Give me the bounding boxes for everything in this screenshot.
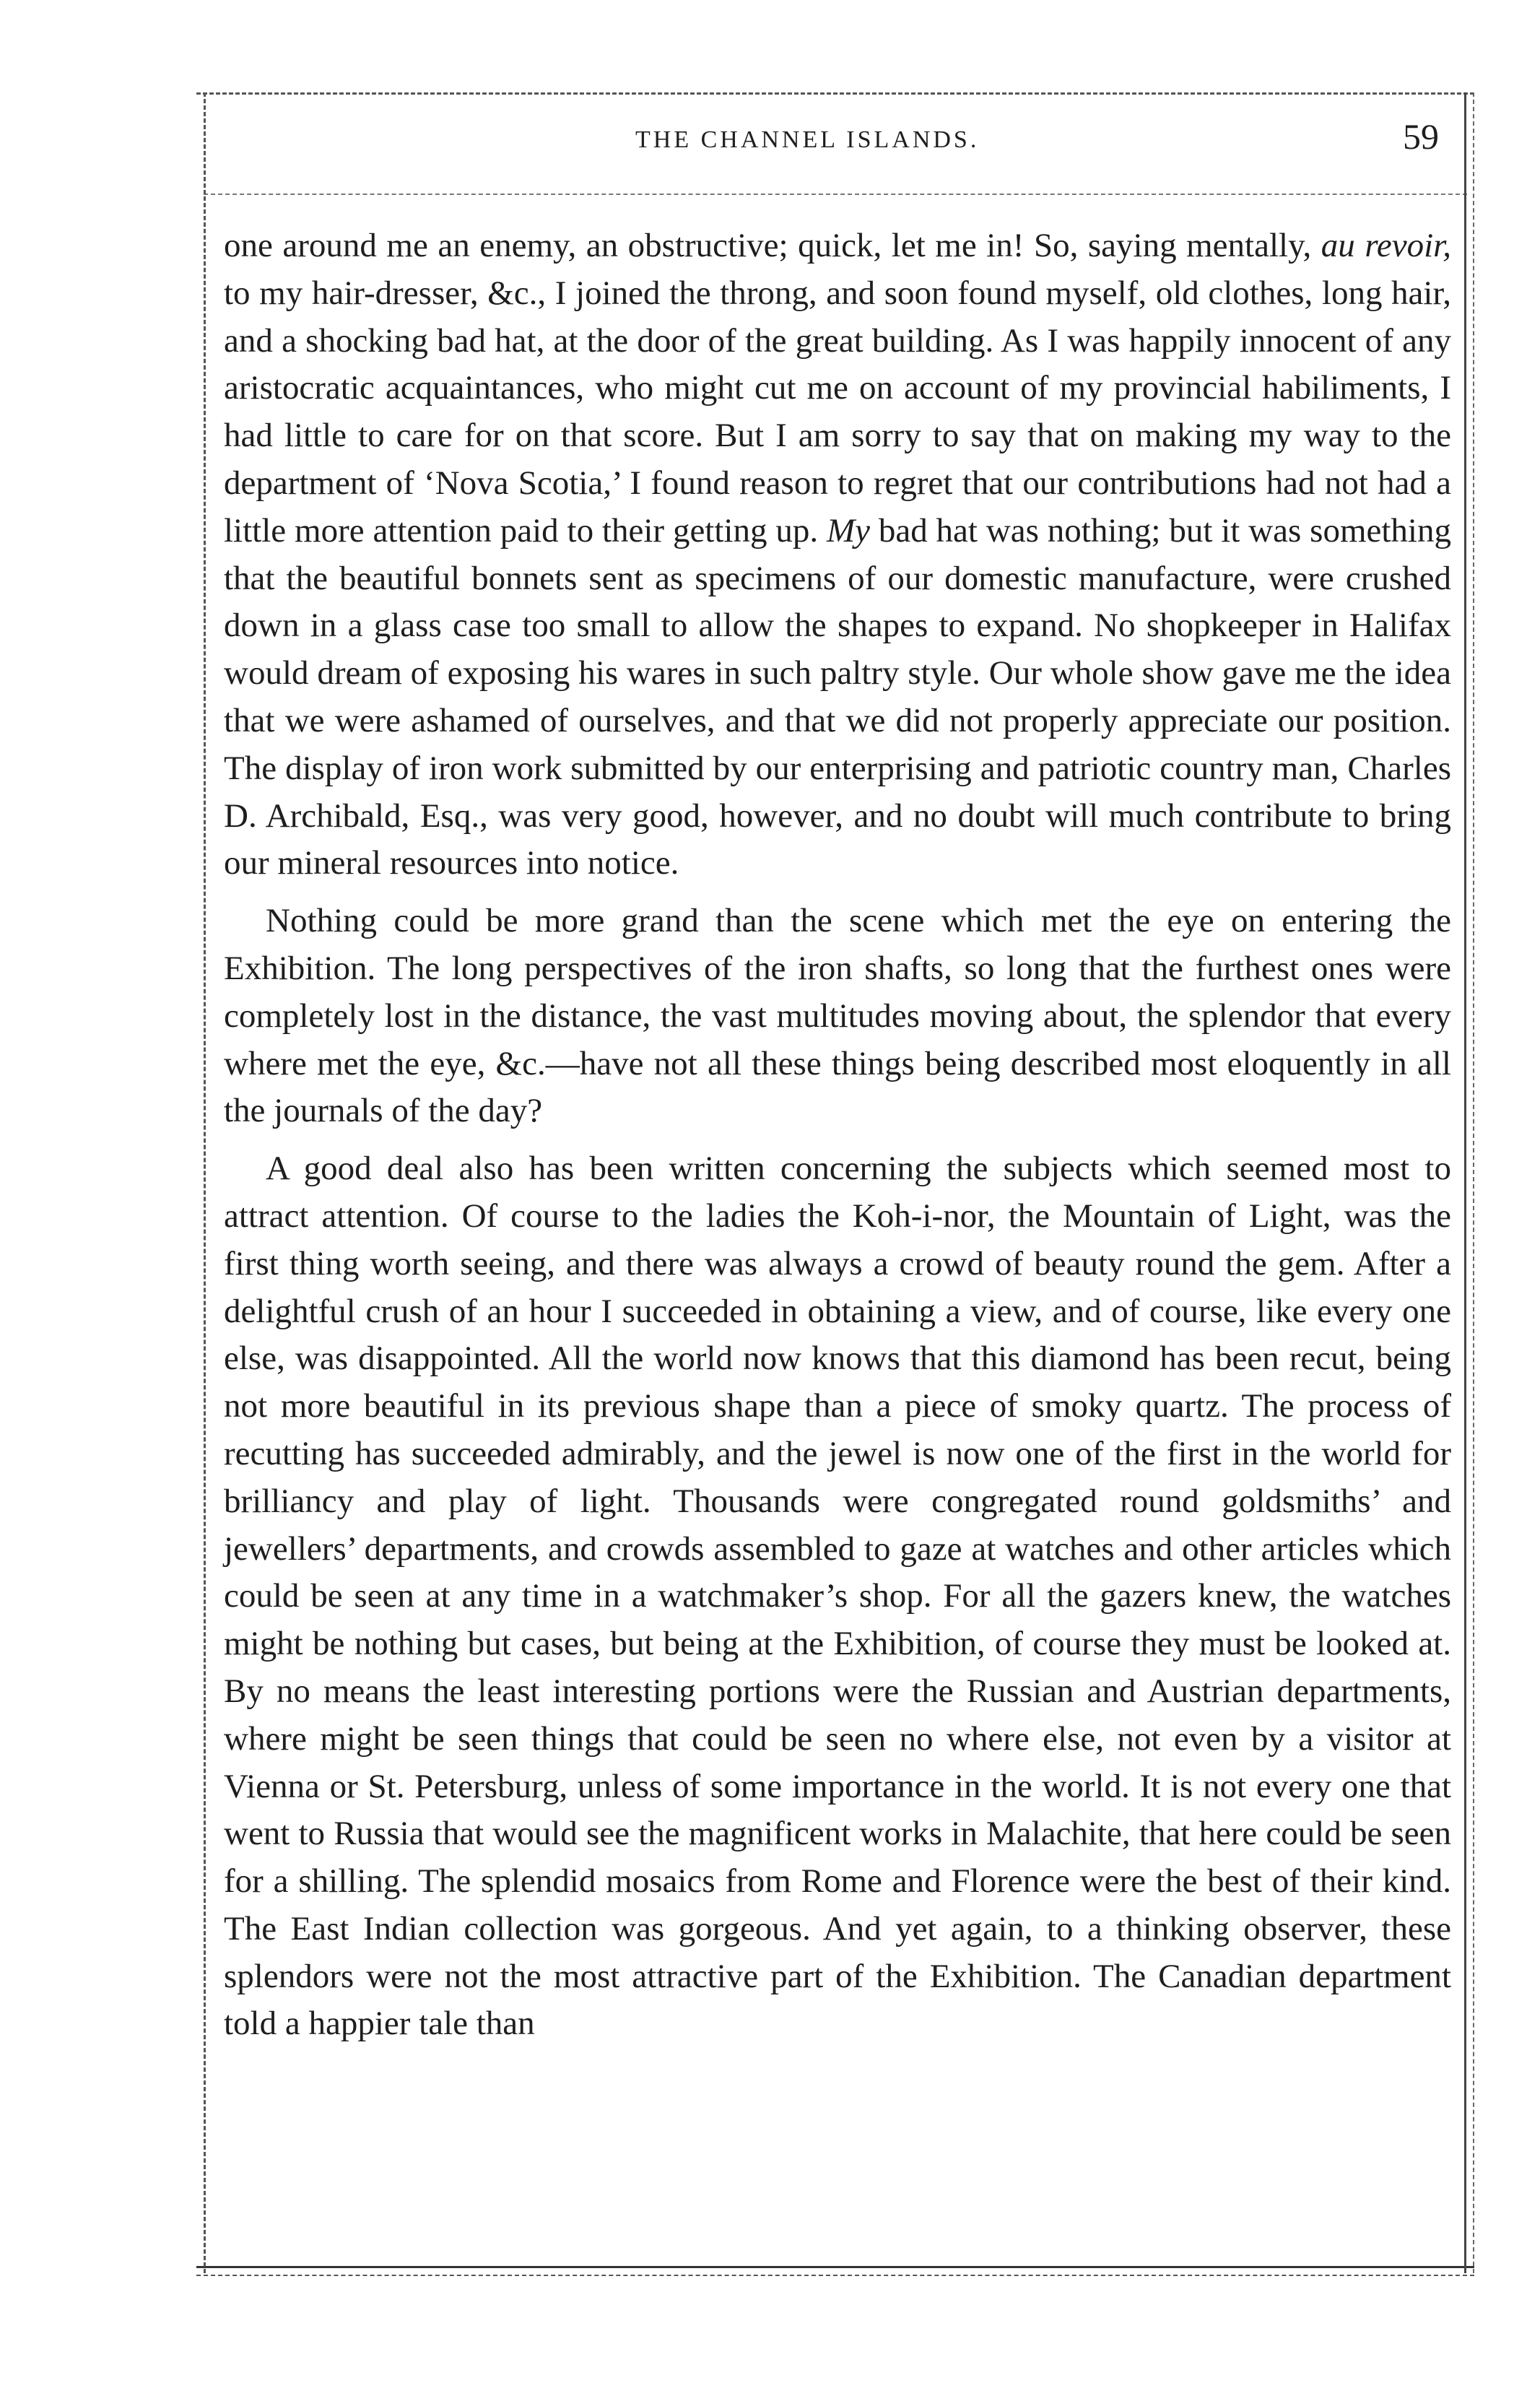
italic-text: My (826, 511, 870, 550)
right-border-rule-secondary (1473, 92, 1474, 2273)
paragraph (224, 1145, 1451, 2048)
running-head: THE CHANNEL ISLANDS. (635, 126, 980, 153)
body-text (224, 222, 1451, 2048)
paragraph (224, 898, 1451, 1135)
top-border-rule (196, 92, 1474, 95)
text-run: to my hair-dresser, &c., I joined the throng, and soon found myself, old clothes, long hair, and a shocking bad hat, at the door of the great building. As I was happily innocent of any aristocratic acquaintances, who might cut me on account of my provincial habiliments, I had little to care for on that score. But I am sorry to say that on making my way to the department of ‘Nova Scotia,’ I found reason to regret that our contributions had not had a little more attention paid to their getting up. (224, 274, 1451, 550)
text-run: one around me an enemy, an obstructive; quick, let me in! So, saying mentally, (224, 227, 1321, 264)
page-number: 59 (1403, 116, 1439, 157)
text-run: Nothing could be more grand than the scene which met the eye on entering the Exhibition. The long perspectives of the iron shafts, so long that the furthest ones were completely lost in the distance, the vast multitudes moving about, the splendor that every where met the eye, &c.—have not all these things being described most eloquently in all the journals of the day? (224, 902, 1451, 1130)
italic-text: au revoir, (1321, 227, 1451, 264)
bottom-border-rule-secondary (196, 2275, 1474, 2276)
paragraph (224, 222, 1451, 887)
bottom-border-rule (196, 2266, 1474, 2268)
right-border-rule (1464, 92, 1466, 2273)
text-run: bad hat was nothing; but it was something that the beautiful bonnets sent as specimens of our domestic manufacture, were crushed down in a glass case too small to allow the shapes to expand. No shopkeeper in Halifax would dream of exposing his wares in such paltry style. Our whole show gave me the idea that we were ashamed of ourselves, and that we did not properly appreciate our position. The display of iron work submitted by our enterprising and patriotic country man, Charles D. Archibald, Esq., was very good, however, and no doubt will much contribute to bring our mineral resources into notice. (224, 511, 1451, 882)
text-run: A good deal also has been written concerning the subjects which seemed most to attract attention. Of course to the ladies the Koh-i-nor, the Mountain of Light, was the first thing worth seeing, and there was always a crowd of beauty round the gem. After a delightful crush of an hour I succeeded in obtaining a view, and of course, like every one else, was disappointed. All the world now knows that this diamond has been recut, being not more beautiful in its previous shape than a piece of smoky quartz. The process of recutting has succeeded admirably, and the jewel is now one of the first in the world for brilliancy and play of light. Thousands were congregated round goldsmiths’ and jewellers’ departments, and crowds assembled to gaze at watches and other articles which could be seen at any time in a watchmaker’s shop. For all the gazers knew, the watches might be nothing but cases, but being at the Exhibition, of course they must be looked at. By no means the least interesting portions were the Russian and Austrian departments, where might be seen things that could be seen no where else, not even by a visitor at Vienna or St. Petersburg, unless of some importance in the world. It is not every one that went to Russia that would see the magnificent works in Malachite, that here could be seen for a shilling. The splendid mosaics from Rome and Florence were the best of their kind. The East Indian collection was gorgeous. And yet again, to a thinking observer, these splendors were not the most attractive part of the Exhibition. The Canadian department told a happier tale than (224, 1150, 1451, 2043)
left-border-rule (204, 92, 206, 2273)
header-divider-rule (204, 194, 1467, 195)
